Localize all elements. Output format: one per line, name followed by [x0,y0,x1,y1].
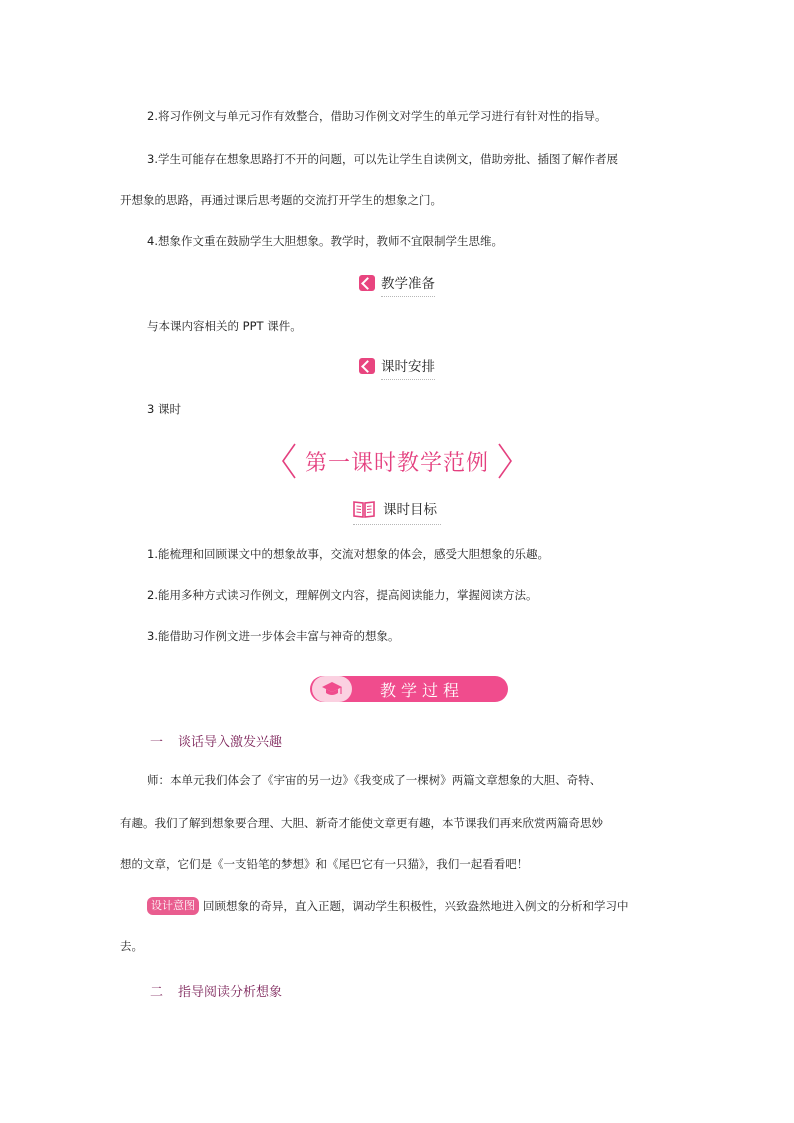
step-2-title: 指导阅读分析想象 [178,985,283,1000]
arrow-badge-icon [359,358,375,374]
schedule-heading [0,355,794,377]
teacher-line-2: 有趣。我们了解到想象要合理、大胆、新奇才能使文章更有趣，本节课我们再来欣赏两篇奇思妙 [120,816,603,830]
lesson-title-text: 第一课时教学范例 [304,450,489,476]
teacher-line-3: 想的文章，它们是《一支铅笔的梦想》和《尾巴它有一只猫》，我们一起看看吧！ [120,857,529,871]
step-2-number: 二 [150,985,164,1000]
left-bracket-icon [279,442,299,480]
goal-item-2: 2.能用多种方式读习作例文，理解例文内容，提高阅读能力，掌握阅读方法。 [147,588,538,602]
teacher-line-1: 师：本单元我们体会了《宇宙的另一边》《我变成了一棵树》两篇文章想象的大胆、奇特、 [147,773,602,787]
process-title: 教学过程 [379,680,464,700]
design-intent-tag: 设计意图 [147,897,199,915]
graduation-cap-icon [312,676,352,702]
right-bracket-icon [495,442,515,480]
step-2-heading [150,981,282,1000]
prep-heading [0,272,794,294]
paragraph-3-line-1: 3.学生可能存在想象思路打不开的问题，可以先让学生自读例文，借助旁批、插图了解作者展 [147,152,618,166]
design-intent-line-1 [147,897,629,915]
prep-title: 教学准备 [381,272,435,294]
goal-item-1: 1.能梳理和回顾课文中的想象故事，交流对想象的体会，感受大胆想象的乐趣。 [147,547,549,561]
step-1-heading [150,731,282,750]
goals-heading [0,498,794,525]
schedule-text: 3 课时 [147,402,181,416]
paragraph-2: 2.将习作例文与单元习作有效整合，借助习作例文对学生的单元学习进行有针对性的指导。 [147,109,607,123]
paragraph-3-line-2: 开想象的思路，再通过课后思考题的交流打开学生的想象之门。 [120,193,442,207]
arrow-badge-icon [359,275,375,291]
lesson-title [0,441,794,481]
open-book-icon [353,500,375,518]
step-1-title: 谈话导入激发兴趣 [178,735,283,750]
process-banner [310,676,508,702]
design-intent-line-2: 去。 [120,939,143,953]
paragraph-4: 4.想象作文重在鼓励学生大胆想象。教学时，教师不宜限制学生思维。 [147,234,503,248]
prep-text: 与本课内容相关的 PPT 课件。 [147,319,302,333]
step-1-number: 一 [150,735,164,750]
goals-title: 课时目标 [383,502,437,518]
goal-item-3: 3.能借助习作例文进一步体会丰富与神奇的想象。 [147,629,400,643]
schedule-title: 课时安排 [381,355,435,377]
design-intent-text: 回顾想象的奇异，直入正题，调动学生积极性，兴致盎然地进入例文的分析和学习中 [203,899,629,913]
